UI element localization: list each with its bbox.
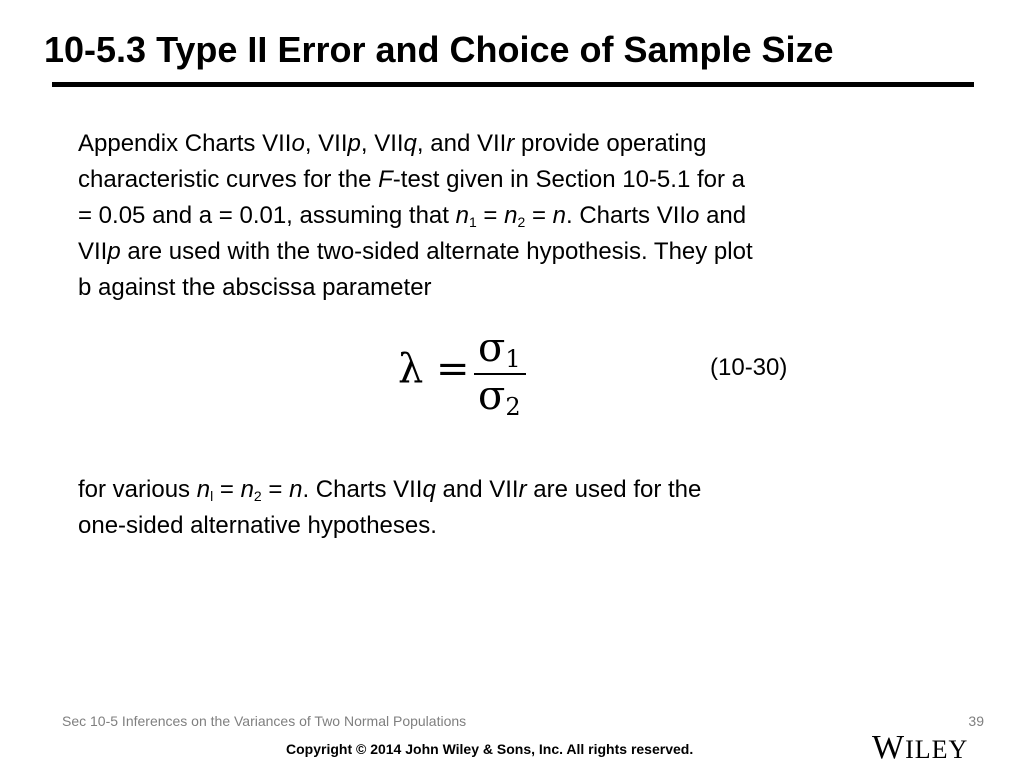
text-run: = xyxy=(261,476,290,503)
text-run-italic: q xyxy=(422,476,436,503)
equation-subscript: 1 xyxy=(505,345,521,373)
text-run-italic: n xyxy=(240,476,254,503)
text-run: , and VII xyxy=(416,130,507,157)
text-run: . Charts VII xyxy=(302,476,423,503)
paragraph-intro-line-1 xyxy=(78,126,908,162)
text-run-italic: p xyxy=(107,238,121,265)
equation-lambda xyxy=(398,325,538,421)
logo-rest: ILEY xyxy=(905,735,969,764)
text-run: . Charts VII xyxy=(566,202,687,229)
equation-subscript: 2 xyxy=(505,393,521,421)
text-run: for various xyxy=(78,476,197,503)
text-run-italic: n xyxy=(455,202,469,229)
text-run: , VII xyxy=(304,130,348,157)
equation-equals-sign: = xyxy=(436,346,470,392)
page-number: 39 xyxy=(968,713,984,729)
text-run-italic: p xyxy=(347,130,361,157)
sigma-symbol: σ xyxy=(478,325,506,371)
text-run: and xyxy=(699,202,747,229)
text-run: = xyxy=(213,476,241,503)
text-run: Appendix Charts VII xyxy=(78,130,292,157)
paragraph-intro-line-2 xyxy=(78,162,908,198)
text-run: characteristic curves for the xyxy=(78,166,379,193)
text-run: VII xyxy=(78,238,108,265)
paragraph-intro-line-3 xyxy=(78,198,908,234)
logo-initial: W xyxy=(872,729,906,766)
subscript: 2 xyxy=(253,488,262,504)
text-run: = xyxy=(525,202,553,229)
paragraph-conclusion-line-1 xyxy=(78,472,908,508)
text-run-italic: F xyxy=(378,166,393,193)
paragraph-intro xyxy=(78,126,908,306)
text-run: and VII xyxy=(435,476,519,503)
text-run-italic: n xyxy=(552,202,566,229)
text-run-italic: n xyxy=(504,202,518,229)
wiley-logo xyxy=(872,730,968,768)
text-run-italic: r xyxy=(518,476,527,503)
text-run: are used for the xyxy=(526,476,702,503)
text-run: b against the abscissa parameter xyxy=(78,274,432,301)
equation-number: (10-30) xyxy=(710,354,788,381)
paragraph-conclusion xyxy=(78,472,908,544)
subscript: 1 xyxy=(468,214,477,230)
text-run: = xyxy=(476,202,505,229)
paragraph-conclusion-line-2 xyxy=(78,508,908,544)
text-run: one-sided alternative hypotheses. xyxy=(78,512,437,539)
equation-denominator xyxy=(478,374,521,429)
text-run: , VII xyxy=(360,130,404,157)
text-run-italic: r xyxy=(506,130,515,157)
text-run: are used with the two-sided alternate hypothesis. They plot xyxy=(120,238,753,265)
equation-lambda-symbol: λ xyxy=(398,346,424,392)
subscript: l xyxy=(210,488,214,504)
paragraph-intro-line-4 xyxy=(78,234,908,270)
text-run-italic: q xyxy=(403,130,417,157)
text-run: -test given in Section 10-5.1 for a xyxy=(392,166,745,193)
text-run-italic: n xyxy=(289,476,303,503)
text-run: = 0.05 and a = 0.01, assuming that xyxy=(78,202,456,229)
paragraph-intro-line-5 xyxy=(78,270,908,306)
text-run-italic: n xyxy=(196,476,211,503)
text-run: provide operating xyxy=(514,130,707,157)
text-run-italic: o xyxy=(291,130,305,157)
footer-section-label: Sec 10-5 Inferences on the Variances of Two Normal Populations xyxy=(62,713,467,729)
sigma-symbol: σ xyxy=(478,373,506,419)
slide-title: 10-5.3 Type II Error and Choice of Sample Size xyxy=(44,29,834,70)
text-run-italic: o xyxy=(686,202,700,229)
title-underline xyxy=(52,82,974,87)
subscript: 2 xyxy=(517,214,526,230)
copyright-notice: Copyright © 2014 John Wiley & Sons, Inc. All rights reserved. xyxy=(286,741,694,757)
